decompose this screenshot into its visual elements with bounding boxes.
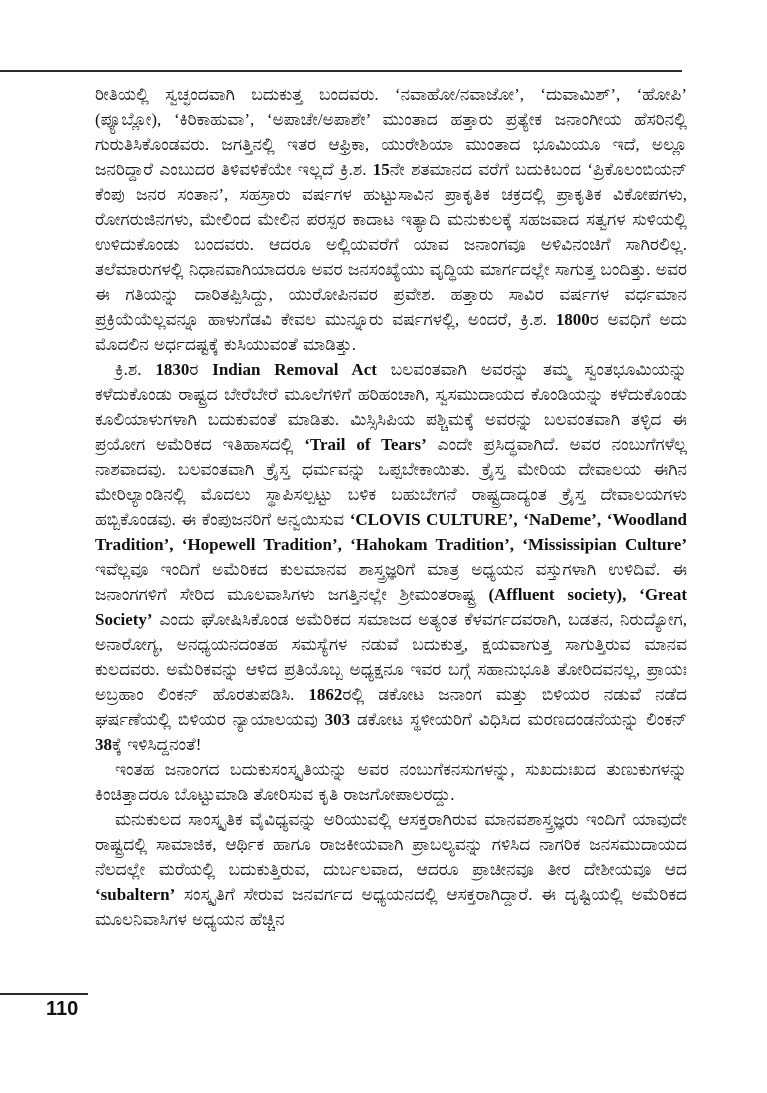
body-text	[626, 585, 639, 604]
emphasis-text: Indian Removal Act	[212, 360, 377, 379]
emphasis-text: ‘subaltern’	[95, 885, 176, 904]
body-text: ಸಂಸ್ಕೃತಿಗೆ ಸೇರುವ ಜನವರ್ಗದ ಅಧ್ಯಯನದಲ್ಲಿ ಆಸಕ್ತರಾಗಿದ್ದಾರೆ. ಈ ದೃಷ್ಟಿಯಲ್ಲಿ ಅಮೆರಿಕದ ಮೂಲನಿವಾಸಿಗಳ ಅಧ್ಯಯನ ಹೆಚ್ಚಿನ	[95, 885, 687, 929]
text-block	[95, 82, 687, 932]
footer-rule	[0, 993, 88, 995]
emphasis-text: 1862	[308, 685, 343, 704]
body-text: ನೇ ಶತಮಾನದ ವರೆಗೆ ಬದುಕಿಬಂದ ‘ಪ್ರಿಕೊಲಂಬಿಯನ್ ಕೆಂಪು ಜನರ ಸಂತಾನ’, ಸಹಸ್ರಾರು ವರ್ಷಗಳ ಹುಟ್ಟುಸಾವಿನ ಪ್ರಾಕೃತಿಕ ಚಕ್ರದಲ್ಲಿ ಪ್ರಾಕೃತಿಕ ವಿಕೋಪಗಳು, ರೋಗರುಜಿನಗಳು, ಮೇಲಿಂದ ಮೇಲಿನ ಪರಸ್ಪರ ಕಾದಾಟ ಇತ್ಯಾದಿ ಮನುಕುಲಕ್ಕೆ ಸಹಜವಾದ ಸತ್ವಗಳ ಸುಳಿಯಲ್ಲಿ ಉಳಿದುಕೊಂಡು ಬಂದವರು. ಆದರೂ ಅಲ್ಲಿಯವರೆಗೆ ಯಾವ ಜನಾಂಗವೂ ಅಳಿವಿನಂಚಿಗೆ ಸಾಗಿರಲಿಲ್ಲ. ತಲೆಮಾರುಗಳಲ್ಲಿ ನಿಧಾನವಾಗಿಯಾದರೂ ಅವರ ಜನಸಂಖ್ಯೆಯು ವೃದ್ಧಿಯ ಮಾರ್ಗದಲ್ಲೇ ಸಾಗುತ್ತ ಬಂದಿತ್ತು. ಅವರ ಈ ಗತಿಯನ್ನು ದಾರಿತಪ್ಪಿಸಿದ್ದು, ಯುರೋಪಿನವರ ಪ್ರವೇಶ. ಹತ್ತಾರು ಸಾವಿರ ವರ್ಷಗಳ ವರ್ಧಮಾನ ಪ್ರಕ್ರಿಯೆಯೆಲ್ಲವನ್ನೂ ಹಾಳುಗೆಡವಿ ಕೇವಲ ಮುನ್ನೂರು ವರ್ಷಗಳಲ್ಲಿ, ಅಂದರೆ, ಕ್ರಿ.ಶ.	[95, 160, 687, 329]
body-text: ರೀತಿಯಲ್ಲಿ ಸ್ವಚ್ಛಂದವಾಗಿ ಬದುಕುತ್ತ ಬಂದವರು. ‘ನವಾಹೋ/ನವಾಜೋ’, ‘ದುವಾಮಿಶ್’, ‘ಹೋಪಿ’ (ಪ್ಯೂಬ್ಲೋ), ‘ಕಿರಿಕಾಹುವಾ’, ‘ಅಪಾಚೇ/ಅಪಾಶೇ’ ಮುಂತಾದ ಹತ್ತಾರು ಪ್ರತ್ಯೇಕ ಜನಾಂಗೀಯ ಹೆಸರಿನಲ್ಲಿ ಗುರುತಿಸಿಕೊಂಡವರು. ಜಗತ್ತಿನಲ್ಲಿ ಇತರ ಆಫ್ರಿಕಾ, ಯುರೇಶಿಯಾ ಮುಂತಾದ ಭೂಮಿಯೂ ಇದೆ, ಅಲ್ಲೂ ಜನರಿದ್ದಾರೆ ಎಂಬುದರ ತಿಳಿವಳಿಕೆಯೇ ಇಲ್ಲದೆ ಕ್ರಿ.ಶ.	[95, 85, 687, 179]
body-text: ಡಕೋಟ ಸ್ಥಳೀಯರಿಗೆ ವಿಧಿಸಿದ ಮರಣದಂಡನೆಯನ್ನು ಲಿಂಕನ್	[350, 710, 688, 729]
emphasis-text: ‘Trail of Tears’	[304, 435, 427, 454]
paragraph	[95, 807, 687, 932]
body-text: ಇವೆಲ್ಲವೂ ಇಂದಿಗೆ ಅಮೆರಿಕದ ಕುಲಮಾನವ ಶಾಸ್ತ್ರಜ್ಞರಿಗೆ ಮಾತ್ರ ಅಧ್ಯಯನ ವಸ್ತುಗಳಾಗಿ ಉಳಿದಿವೆ. ಈ ಜನಾಂಗಗಳಿಗೆ ಸೇರಿದ ಮೂಲವಾಸಿಗಳು ಜಗತ್ತಿನಲ್ಲೇ ಶ್ರೀಮಂತರಾಷ್ಟ್ರ	[95, 560, 687, 604]
body-text: ರ	[189, 360, 213, 379]
body-text: ರಲ್ಲಿ ಡಕೋಟ ಜನಾಂಗ ಮತ್ತು ಬಿಳಿಯರ ನಡುವೆ ನಡೆದ ಘರ್ಷಣೆಯಲ್ಲಿ ಬಿಳಿಯರ ನ್ಯಾಯಾಲಯವು	[95, 685, 688, 729]
emphasis-text: 1800	[555, 310, 590, 329]
page-number: 110	[46, 998, 79, 1020]
paragraph	[95, 82, 687, 357]
emphasis-text: 303	[324, 710, 351, 729]
paragraph	[95, 357, 687, 757]
body-text: ಇಂತಹ ಜನಾಂಗದ ಬದುಕುಸಂಸ್ಕೃತಿಯನ್ನು ಅವರ ನಂಬುಗೆಕನಸುಗಳನ್ನು, ಸುಖದುಃಖದ ತುಣುಕುಗಳನ್ನು ಕಿಂಚಿತ್ತಾದರೂ ಬೊಟ್ಟುಮಾಡಿ ತೋರಿಸುವ ಕೃತಿ ರಾಜಗೋಪಾಲರದ್ದು.	[95, 760, 687, 804]
body-text: ಮನುಕುಲದ ಸಾಂಸ್ಕೃತಿಕ ವೈವಿಧ್ಯವನ್ನು ಅರಿಯುವಲ್ಲಿ ಆಸಕ್ತರಾಗಿರುವ ಮಾನವಶಾಸ್ತ್ರಜ್ಞರು ಇಂದಿಗೆ ಯಾವುದೇ ರಾಷ್ಟ್ರದಲ್ಲಿ ಸಾಮಾಜಿಕ, ಆರ್ಥಿಕ ಹಾಗೂ ರಾಜಕೀಯವಾಗಿ ಪ್ರಾಬಲ್ಯವನ್ನು ಗಳಿಸಿದ ನಾಗರಿಕ ಜನಸಮುದಾಯದ ನೆಲದಲ್ಲೇ ಮರೆಯಲ್ಲಿ ಬದುಕುತ್ತಿರುವ, ದುರ್ಬಲವಾದ, ಆದರೂ ಪ್ರಾಚೀನವೂ ತೀರ ದೇಶೀಯವೂ ಆದ	[95, 810, 687, 879]
emphasis-text: ‘CLOVIS CULTURE’, ‘NaDeme’, ‘Woodland Tradition’, ‘Hopewell Tradition’, ‘Hahokam Tradition’, ‘Mississipian Culture’	[95, 510, 687, 554]
header-rule	[0, 70, 682, 72]
body-text: ಬಲವಂತವಾಗಿ ಅವರನ್ನು ತಮ್ಮ ಸ್ವಂತಭೂಮಿಯನ್ನು ಕಳೆದುಕೊಂಡು ರಾಷ್ಟ್ರದ ಬೇರೆಬೇರೆ ಮೂಲೆಗಳಿಗೆ ಹರಿಹಂಚಾಗಿ, ಸ್ವಸಮುದಾಯದ ಕೊಂಡಿಯನ್ನು ಕಳೆದುಕೊಂಡು ಕೂಲಿಯಾಳುಗಳಾಗಿ ಬದುಕುವಂತೆ ಮಾಡಿತು. ಮಿಸ್ಸಿಸಿಪಿಯ ಪಶ್ಚಿಮಕ್ಕೆ ಅವರನ್ನು ಬಲವಂತವಾಗಿ ತಳ್ಳಿದ ಈ ಪ್ರಯೋಗ ಅಮೆರಿಕದ ಇತಿಹಾಸದಲ್ಲಿ	[95, 360, 687, 454]
body-text: ಕ್ರಿ.ಶ.	[115, 360, 156, 379]
body-text: ಎಂದು ಘೋಷಿಸಿಕೊಂಡ ಅಮೆರಿಕದ ಸಮಾಜದ ಅತ್ಯಂತ ಕೆಳವರ್ಗದವರಾಗಿ, ಬಡತನ, ನಿರುದ್ಯೋಗ, ಅನಾರೋಗ್ಯ, ಅನಧ್ಯಯನದಂತಹ ಸಮಸ್ಯೆಗಳ ನಡುವೆ ಬದುಕುತ್ತ, ಕ್ಷಯವಾಗುತ್ತ ಸಾಗುತ್ತಿರುವ ಮಾನವ ಕುಲದವರು. ಅಮೆರಿಕವನ್ನು ಆಳಿದ ಪ್ರತಿಯೊಬ್ಬ ಅಧ್ಯಕ್ಷನೂ ಇವರ ಬಗ್ಗೆ ಸಹಾನುಭೂತಿ ತೋರಿದವನಲ್ಲ, ಪ್ರಾಯಃ ಅಬ್ರಹಾಂ ಲಿಂಕನ್ ಹೊರತುಪಡಿಸಿ.	[95, 610, 687, 704]
paragraph	[95, 757, 687, 807]
body-text: ರ ಅವಧಿಗೆ ಅದು ಮೊದಲಿನ ಅರ್ಧದಷ್ಟಕ್ಕೆ ಕುಸಿಯುವಂತೆ ಮಾಡಿತ್ತು.	[95, 310, 687, 354]
body-text: ಕ್ಕೆ ಇಳಿಸಿದ್ದನಂತೆ!	[112, 735, 202, 754]
emphasis-text: 38	[95, 735, 112, 754]
emphasis-text: 15	[372, 160, 390, 179]
emphasis-text: ‘Great Society’	[95, 585, 687, 629]
emphasis-text: 1830	[155, 360, 190, 379]
emphasis-text: (Affluent society),	[488, 585, 627, 604]
body-text: ಎಂದೇ ಪ್ರಸಿದ್ಧವಾಗಿದೆ. ಅವರ ನಂಬುಗೆಗಳೆಲ್ಲ ನಾಶವಾದವು. ಬಲವಂತವಾಗಿ ಕ್ರೈಸ್ತ ಧರ್ಮವನ್ನು ಒಪ್ಪಬೇಕಾಯಿತು. ಕ್ರೈಸ್ತ ಮೇರಿಯ ದೇವಾಲಯ ಈಗಿನ ಮೇರಿಲ್ಯಾಂಡಿನಲ್ಲಿ ಮೊದಲು ಸ್ಥಾಪಿಸಲ್ಪಟ್ಟು ಬಳಿಕ ಬಹುಬೇಗನೆ ರಾಷ್ಟ್ರದಾದ್ಯಂತ ಕ್ರೈಸ್ತ ದೇವಾಲಯಗಳು ಹಬ್ಬಿಕೊಂಡವು. ಈ ಕೆಂಪುಜನರಿಗೆ ಅನ್ವಯಿಸುವ	[95, 435, 687, 529]
